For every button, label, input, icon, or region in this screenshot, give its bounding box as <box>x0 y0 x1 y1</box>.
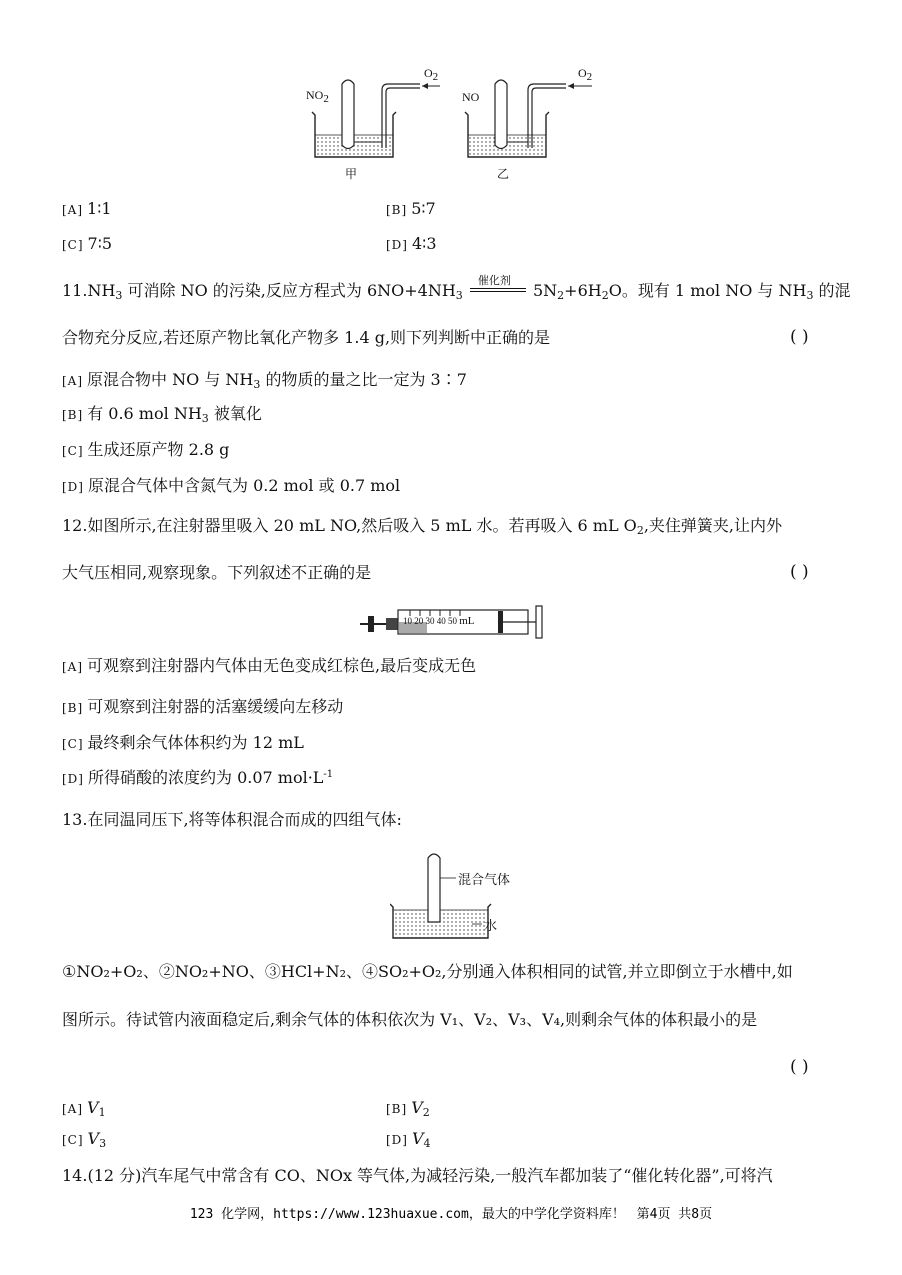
q10-option-a: [A] 1∶1 <box>62 199 112 218</box>
q11-line1: $11.NH_3$ 可消除 NO 的污染,反应方程式为 $6NO+4NH_3$ 催化剂 $5N_2+6H_2O$。现有 1 mol NO 与 $NH_3$ 的混 <box>62 273 851 302</box>
syringe-scale: 10 20 30 40 50 mL <box>403 615 475 627</box>
right-gas-label: NO <box>462 90 480 104</box>
q11-option-d: [D] 原混合气体中含氮气为 0.2 mol 或 0.7 mol <box>62 476 401 495</box>
q13-line1: 13.在同温同压下,将等体积混合而成的四组气体: <box>62 810 402 829</box>
q12-line1: 12.如图所示,在注射器里吸入 20 mL NO,然后吸入 5 mL 水。若再吸入 6 mL $O_2$,夹住弹簧夹,让内外 <box>62 516 782 537</box>
left-caption: 甲 <box>345 167 358 181</box>
q13-line2: ①NO₂+O₂、②NO₂+NO、③HCl+N₂、④SO₂+O₂,分别通入体积相同的试管,并立即倒立于水槽中,如 <box>62 962 793 981</box>
q12-line2: 大气压相同,观察现象。下列叙述不正确的是 <box>62 563 372 582</box>
q10-option-c: [C] 7∶5 <box>62 234 113 253</box>
fig13-gas-label: 混合气体 <box>458 873 511 888</box>
q11-line2: 合物充分反应,若还原产物比氧化产物多 1.4 g,则下列判断中正确的是 <box>62 328 551 347</box>
fig13-water-label: 水 <box>484 919 498 934</box>
q11-option-c: [C] 生成还原产物 2.8 g <box>62 440 230 459</box>
q13-line3: 图所示。待试管内液面稳定后,剩余气体的体积依次为 V₁、V₂、V₃、V₄,则剩余气体的体积最小的是 <box>62 1010 758 1029</box>
left-gas-label: $NO_2$ <box>306 88 329 105</box>
q13-option-c: [C] $V_3$ <box>62 1129 107 1150</box>
q12-option-b: [B] 可观察到注射器的活塞缓缓向左移动 <box>62 697 344 716</box>
test-tube-figure <box>390 848 530 948</box>
q11-answer-paren: ( ) <box>790 327 809 347</box>
right-beaker <box>465 80 592 157</box>
q12-option-d: [D] 所得硝酸的浓度约为 0.07 $mol\cdot L^{-1}$ <box>62 768 334 787</box>
q12-option-c: [C] 最终剩余气体体积约为 12 mL <box>62 733 304 752</box>
q11-option-b: [B] 有 0.6 mol $NH_3$ 被氧化 <box>62 404 262 425</box>
q10-option-b: [B] 5∶7 <box>386 199 436 218</box>
q10-option-d: [D] 4∶3 <box>386 234 437 253</box>
footer-site: 123 化学网，https://www.123huaxue.com，最大的中学化学资料库！ <box>189 1207 625 1222</box>
q13-answer-paren: ( ) <box>790 1057 809 1077</box>
q12-option-a: [A] 可观察到注射器内气体由无色变成红棕色,最后变成无色 <box>62 656 477 675</box>
q14-line1: 14.(12 分)汽车尾气中常含有 CO、NOx 等气体,为减轻污染,一般汽车都加装了“催化转化器”,可将汽 <box>62 1166 773 1185</box>
left-o2-label: $O_2$ <box>424 66 439 83</box>
q12-answer-paren: ( ) <box>790 562 809 582</box>
right-o2-label: $O_2$ <box>578 66 593 83</box>
catalyst-arrow: 催化剂 <box>470 285 526 299</box>
q13-option-d: [D] $V_4$ <box>386 1129 431 1150</box>
q13-option-b: [B] $V_2$ <box>386 1098 430 1119</box>
left-beaker <box>312 80 440 157</box>
right-caption: 乙 <box>497 167 510 181</box>
q11-option-a: [A] 原混合物中 NO 与 $NH_3$ 的物质的量之比一定为 3∶7 <box>62 370 467 391</box>
footer-page-number: 第4页 共8页 <box>636 1207 713 1222</box>
q13-option-a: [A] $V_1$ <box>62 1098 106 1119</box>
page-footer <box>0 1203 902 1222</box>
